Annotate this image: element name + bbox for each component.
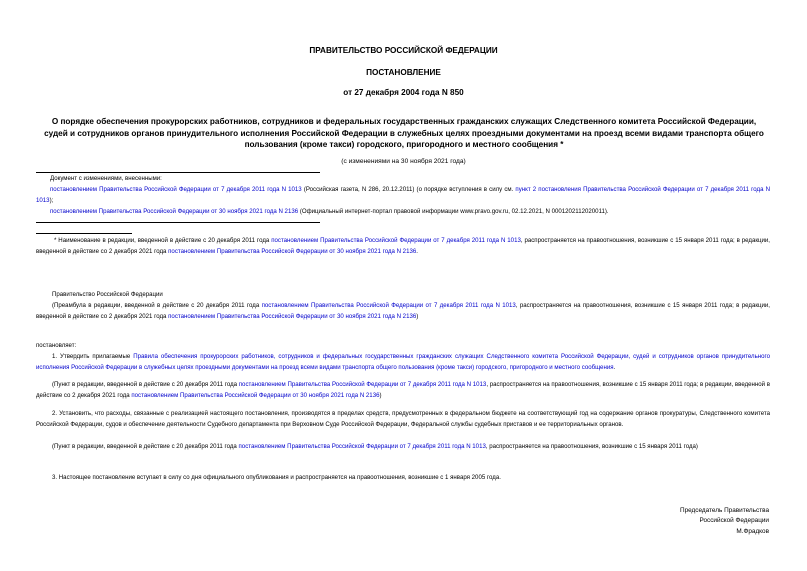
footnote-link-1013[interactable]: постановлением Правительства Российской Федерации от 7 декабря 2011 года N 1013 xyxy=(271,237,521,244)
footnote-text-2: , распространяется на правоотношения, возникшие с 15 января 2011 года; в редакции, введенной в действие со 2 декабря 2021 года xyxy=(36,237,770,255)
change-item-2 xyxy=(50,207,609,218)
government-heading: ПРАВИТЕЛЬСТВО РОССИЙСКОЙ ФЕДЕРАЦИИ xyxy=(309,46,498,55)
preamble-link-2136[interactable]: постановлением Правительства Российской Федерации от 30 ноября 2021 года N 2136 xyxy=(168,312,417,320)
signature-title: Председатель Правительства xyxy=(680,507,769,514)
date-number: от 27 декабря 2004 года N 850 xyxy=(343,88,464,97)
point-2-note-text-2: , распространяется на правоотношения, возникшие с 15 января 2011 года) xyxy=(485,443,698,450)
preamble-note-text-2: , распространяется на правоотношения, возникшие с 15 января 2011 года; в редакции, введенной в действие со 2 декабря 2021 года xyxy=(36,302,770,320)
resolves-word: постановляет: xyxy=(36,342,77,349)
point-1-note-text-1: (Пункт в редакции, введенной в действие с 20 декабря 2011 года xyxy=(52,381,239,388)
signature-country: Российской Федерации xyxy=(699,517,769,524)
footnote-text-3: . xyxy=(416,247,418,255)
point-1-note xyxy=(36,380,770,402)
point-1-text-1: 1. Утвердить прилагаемые xyxy=(52,353,134,360)
point-2-link-1013[interactable]: постановлением Правительства Российской Федерации от 7 декабря 2011 года N 1013 xyxy=(238,443,486,450)
point-1-link-2136[interactable]: постановлением Правительства Российской Федерации от 30 ноября 2021 года N 2136 xyxy=(131,391,380,399)
divider-footnote xyxy=(36,233,132,234)
point-1 xyxy=(36,352,770,374)
change-link-point2[interactable]: пункт 2 постановления Правительства Российской Федерации от 7 декабря 2011 года N 1013 xyxy=(36,186,770,204)
point-2: 2. Установить, что расходы, связанные с реализацией настоящего постановления, производятся в пределах средств, предусмотренных в федеральном бюджете на соответствующий год на содержание органов прокуратуры, Следственного комитета Российской Федерации, судов и обеспечение деятельности Судебного департамента при Верховном Суде Российской Федерации, Федеральной службы судебных приставов и ее территориальных органов. xyxy=(36,410,770,428)
point-1-link-1013[interactable]: постановлением Правительства Российской Федерации от 7 декабря 2011 года N 1013 xyxy=(238,381,487,388)
preamble-note-text-1: (Преамбула в редакции, введенной в действие с 20 декабря 2011 года xyxy=(52,302,262,309)
change-text-2: ); xyxy=(49,196,54,204)
change-link-2136[interactable]: постановлением Правительства Российской Федерации от 30 ноября 2021 года N 2136 xyxy=(50,208,299,215)
rules-link[interactable]: Правила обеспечения прокурорских работников, сотрудников и федеральных государственных гражданских служащих Следственного комитета Российской Федерации, судей и сотрудников органов принудительного исполнения Российской Федерации в служебных целях проездными документами на проезд всеми видами транспорта общего пользования (кроме такси) городского, пригородного и местного сообщения xyxy=(36,353,770,371)
doc-type-heading: ПОСТАНОВЛЕНИЕ xyxy=(366,68,441,77)
point-1-note-text-2: , распространяется на правоотношения, возникшие с 15 января 2011 года; в редакции, введенной в действие со 2 декабря 2021 года xyxy=(36,381,770,399)
changes-intro: Документ с изменениями, внесенными: xyxy=(50,175,162,182)
point-3: 3. Настоящее постановление вступает в силу со дня официального опубликования и распространяется на правоотношения, возникшие с 1 января 2005 года. xyxy=(52,474,501,481)
change-item-1 xyxy=(36,185,770,207)
document-title: О порядке обеспечения прокурорских работников, сотрудников и федеральных государственных гражданских служащих Следственного комитета Российской Федерации, судей и сотрудников органов принудительного исполнения Российской Федерации в служебных целях проездными документами на проезд всеми видами транспорта общего пользования (кроме такси) городского, пригородного и местного сообщения * xyxy=(44,117,764,150)
divider-mid xyxy=(36,222,320,223)
changes-note: (с изменениями на 30 ноября 2021 года) xyxy=(341,158,466,165)
preamble: Правительство Российской Федерации xyxy=(52,291,163,298)
footnote-link-2136[interactable]: постановлением Правительства Российской Федерации от 30 ноября 2021 года N 2136 xyxy=(168,247,417,255)
point-1-note-text-3: ) xyxy=(379,391,382,399)
point-1-text-2: . xyxy=(613,363,616,371)
point-2-note-text-1: (Пункт в редакции, введенной в действие с 20 декабря 2011 года xyxy=(52,443,239,450)
footnote-text-1: * Наименование в редакции, введенной в действие с 20 декабря 2011 года xyxy=(54,237,272,244)
footnote xyxy=(36,236,770,258)
change-text-1: (Российская газета, N 286, 20.12.2011) (о порядке вступления в силу см. xyxy=(301,186,516,193)
change-link-1013[interactable]: постановлением Правительства Российской Федерации от 7 декабря 2011 года N 1013 xyxy=(50,186,302,193)
divider-top xyxy=(36,172,320,173)
signature-name: М.Фрадков xyxy=(736,528,769,535)
preamble-note-text-3: ) xyxy=(416,312,419,320)
change-text-3: (Официальный интернет-портал правовой информации www.pravo.gov.ru, 02.12.2021, N 0001202112020011). xyxy=(298,208,609,215)
point-2-note xyxy=(36,442,770,453)
preamble-link-1013[interactable]: постановлением Правительства Российской Федерации от 7 декабря 2011 года N 1013 xyxy=(261,302,516,309)
preamble-note xyxy=(36,301,770,323)
